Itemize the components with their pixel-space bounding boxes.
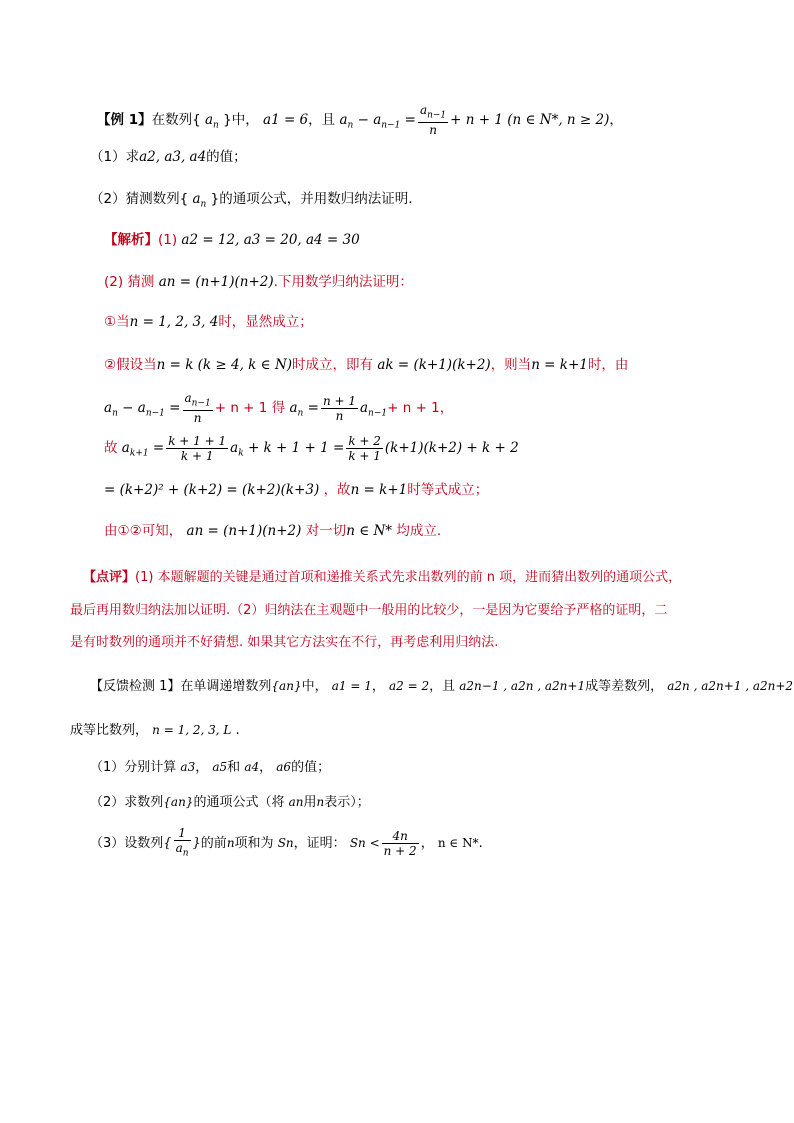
exercise1-q2: （2）求数列{an}的通项公式（将 an用n表示）；	[90, 795, 370, 810]
solution-conclusion: 由①②可知， an = (n+1)(n+2) 对一切n ∈ N* 均成立.	[104, 523, 442, 539]
solution-so: 故 $a_{k+1}$ = $\frac{k + 1 + 1}{k + 1}$ $a_k + k + 1 + 1$ = $\frac{k + 2}{k + 1}$ (k+1)(k+2) + k + 2	[104, 433, 519, 463]
comment-line3: 是有时数列的通项并不好猜想. 如果其它方法实在不行，再考虑利用归纳法.	[70, 635, 499, 650]
solution-part2: (2) 猜测 an = (n+1)(n+2).下用数学归纳法证明：	[104, 274, 413, 290]
cond-a1: a1 = 6	[263, 112, 309, 129]
solution-label: 【解析】	[104, 232, 158, 248]
exercise1-line1: 【反馈检测 1】在单调递增数列{an}中， a1 = 1， a2 = 2，且 a2n−1 , a2n , a2n+1成等差数列， a2n , a2n+1 , a2n+2	[90, 679, 794, 694]
frac-reciprocal: $\frac{1}{a_n}$	[175, 826, 189, 859]
comment-line1: 【点评】(1) 本题解题的关键是通过首项和递推关系式先求出数列的前 n 项，进而猜出数列的通项公式，	[83, 570, 682, 585]
example1-label: 【例 1】	[97, 112, 152, 129]
exercise1-q3: （3）设数列{ $\frac{1}{a_n}$ }的前n项和为 Sn，证明： Sn < $\frac{4n}{n + 2}$ ， n ∈ N*.	[90, 826, 483, 859]
exercise1-label: 【反馈检测 1】	[90, 679, 181, 694]
example1-line: 【例 1】在数列{ $a_n$ }中， a1 = 6，且 $a_n - a_{n-1}$ = $\frac{a_{n-1}}{n}$ + n + 1 (n ∈ N*, n ≥ 2)，	[97, 103, 623, 138]
frac-bound: $\frac{4n}{n + 2}$	[383, 829, 417, 858]
comment-label: 【点评】	[83, 570, 136, 585]
solution-part1: 【解析】(1) a2 = 12, a3 = 20, a4 = 30	[104, 232, 360, 248]
solution-recurrence: $a_n - a_{n-1}$ = $\frac{a_{n-1}}{n}$ + n + 1 得 $a_n$ = $\frac{n + 1}{n}$ $a_{n-1}+ n + 1$，	[104, 390, 454, 426]
exercise1-line2: 成等比数列， n = 1, 2, 3, L .	[70, 723, 240, 738]
solution-step1: ①当n = 1, 2, 3, 4时，显然成立；	[104, 314, 313, 330]
example1-q2: （2）猜测数列{ $a_n$ }的通项公式，并用数归纳法证明.	[90, 191, 413, 210]
solution-step2: ②假设当n = k (k ≥ 4, k ∈ N)时成立，即有 ak = (k+1)(k+2)，则当n = k+1时，由	[104, 357, 629, 373]
frac-recurrence: $\frac{a_{n-1}}{n}$	[419, 103, 447, 138]
comment-line2: 最后再用数归纳法加以证明.（2）归纳法在主观题中一般用的比较少，一是因为它要给予严格的证明，二	[70, 603, 668, 618]
exercise1-q1: （1）分别计算 a3， a5和 a4， a6的值；	[90, 760, 331, 775]
example1-q1: （1）求a2, a3, a4的值；	[90, 149, 247, 165]
solution-equation: = (k+2)² + (k+2) = (k+2)(k+3) ，故n = k+1时等式成立；	[104, 482, 489, 498]
